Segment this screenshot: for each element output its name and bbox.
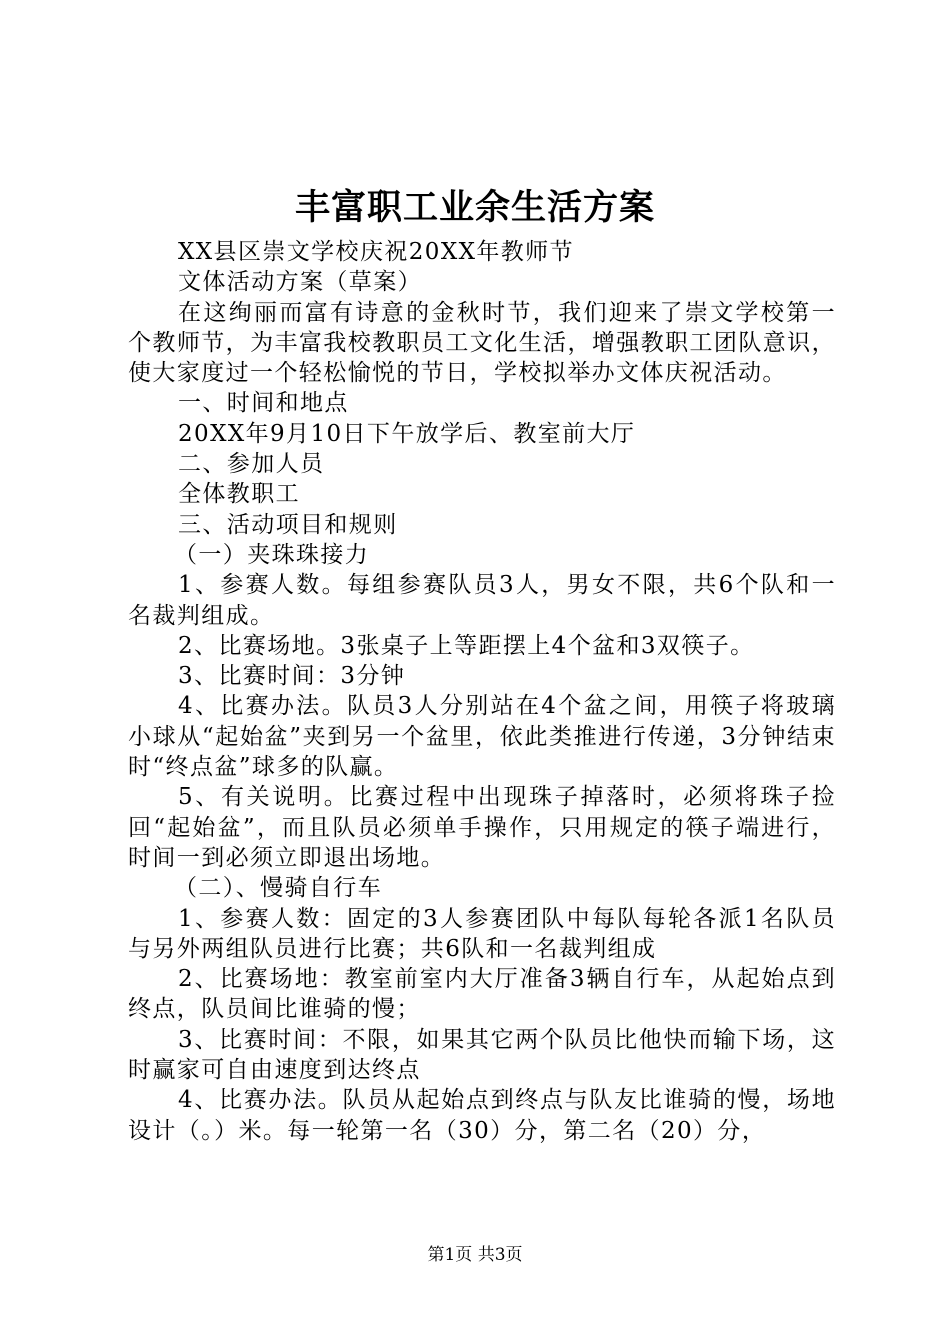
list-item: 4、比赛办法。队员3人分别站在4个盆之间，用筷子将玻璃小球从“起始盆”夹到另一个盆里，依此类推进行传递，3分钟结束时“终点盆”球多的队赢。 xyxy=(128,693,836,781)
list-item: 3、比赛时间：3分钟 xyxy=(178,663,406,690)
list-item: 1、参赛人数：固定的3人参赛团队中每队每轮各派1名队员与另外两组队员进行比赛；共6队和一名裁判组成 xyxy=(128,905,836,962)
paragraph-subtitle-1: XX县区崇文学校庆祝20XX年教师节 xyxy=(178,239,574,265)
list-item: 2、比赛场地：教室前室内大厅准备3辆自行车，从起始点到终点，队员间比谁骑的慢； xyxy=(128,966,836,1023)
heading-activity-2: （二）、慢骑自行车 xyxy=(174,875,383,902)
heading-participants: 二、参加人员 xyxy=(178,451,325,478)
paragraph-time-place: 20XX年9月10日下午放学后、教室前大厅 xyxy=(178,420,636,447)
document-body xyxy=(128,237,836,1146)
heading-time-place: 一、时间和地点 xyxy=(178,390,349,417)
list-item: 1、参赛人数。每组参赛队员3人，男女不限，共6个队和一名裁判组成。 xyxy=(128,572,836,629)
paragraph-intro: 在这绚丽而富有诗意的金秋时节，我们迎来了崇文学校第一个教师节，为丰富我校教职员工文化生活，增强教职工团队意识，使大家度过一个轻松愉悦的节日，学校拟举办文体庆祝活动。 xyxy=(128,299,836,387)
heading-activity-1: （一）夹珠珠接力 xyxy=(174,541,370,568)
document-title: 丰富职工业余生活方案 xyxy=(294,187,655,228)
list-item: 5、有关说明。比赛过程中出现珠子掉落时，必须将珠子捡回“起始盆”，而且队员必须单手操作，只用规定的筷子端进行，时间一到必须立即退出场地。 xyxy=(128,784,836,871)
list-item: 4、比赛办法。队员从起始点到终点与队友比谁骑的慢，场地设计（。）米。每一轮第一名（30）分，第二名（20）分， xyxy=(128,1087,836,1144)
paragraph-participants: 全体教职工 xyxy=(178,481,300,508)
paragraph-subtitle-2: 文体活动方案（草案） xyxy=(178,269,422,296)
list-item: 3、比赛时间：不限，如果其它两个队员比他快而输下场，这时赢家可自由速度到达终点 xyxy=(128,1026,836,1084)
heading-activities: 三、活动项目和规则 xyxy=(178,511,398,538)
page-number: 第1页 共3页 xyxy=(427,1245,523,1265)
list-item: 2、比赛场地。3张桌子上等距摆上4个盆和3双筷子。 xyxy=(178,632,755,659)
